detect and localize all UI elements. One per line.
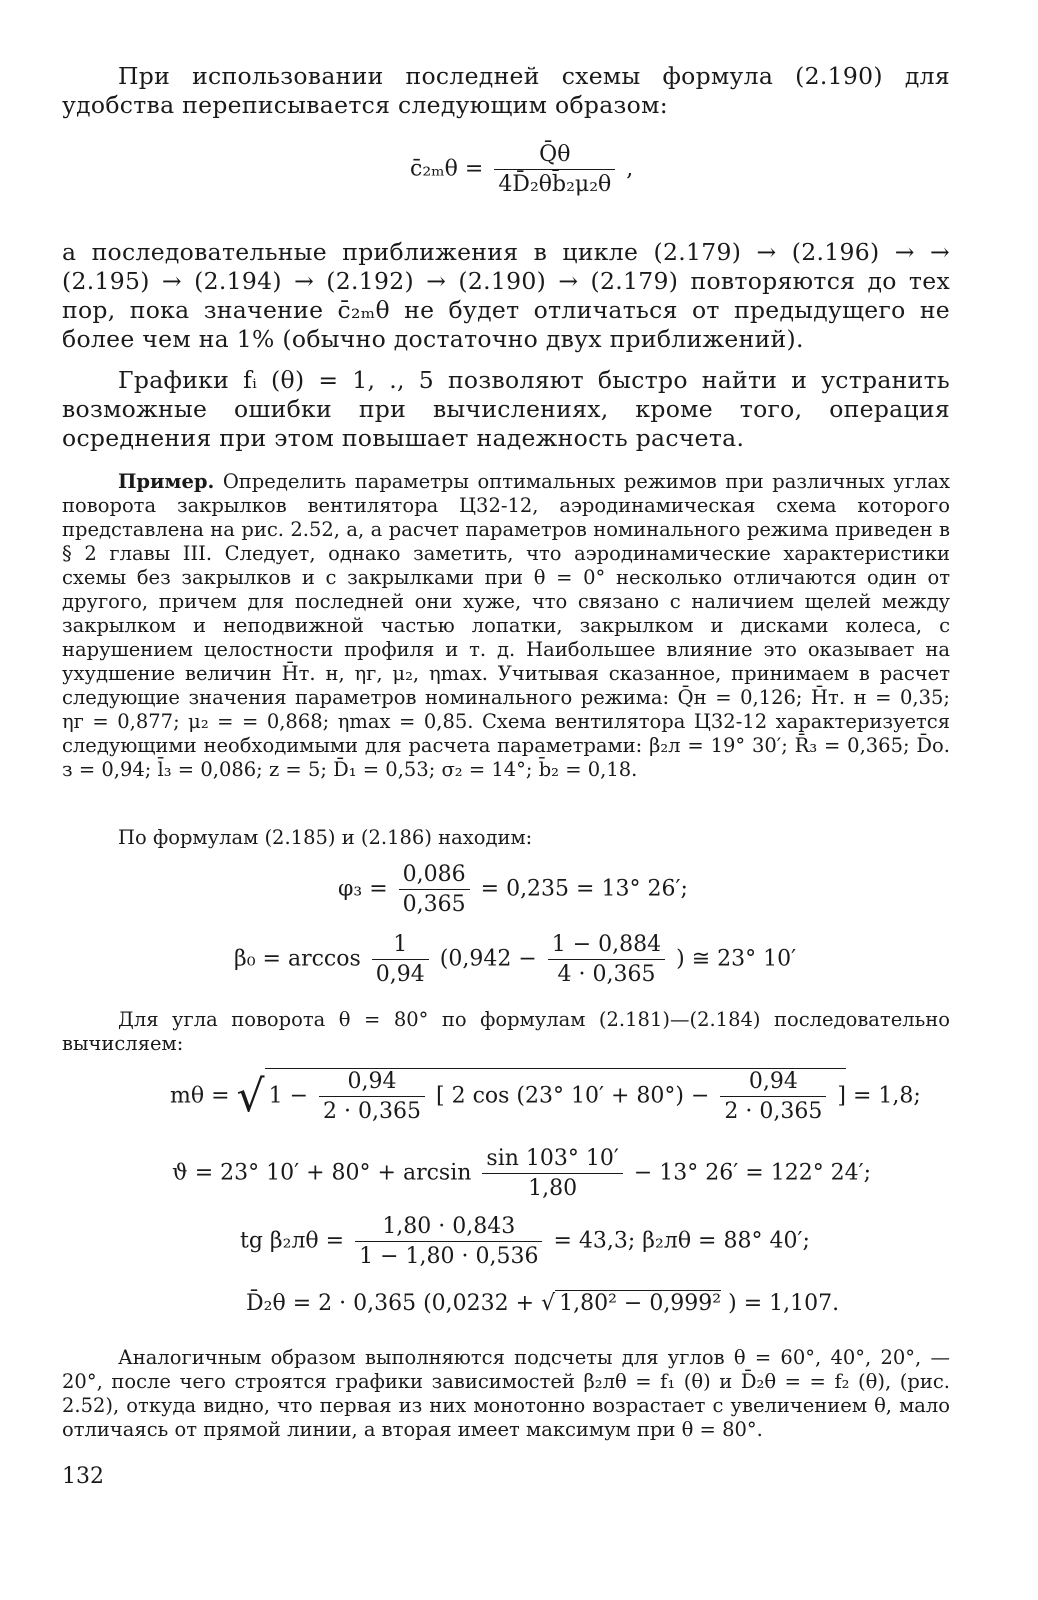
- formula-m-theta-numerator-1: 0,94: [319, 1069, 425, 1097]
- formula-c2m-denominator: 4D̄₂θb̄₂μ₂θ: [498, 172, 612, 197]
- formula-tg-beta-numerator: 1,80 · 0,843: [355, 1214, 542, 1242]
- paragraph-angle-80: Для угла поворота θ = 80° по формулам (2.181)—(2.184) последовательно вычисляем:: [62, 1008, 950, 1055]
- formula-m-theta-denominator-2: 2 · 0,365: [724, 1099, 823, 1124]
- formula-phi3-numerator: 0,086: [399, 862, 470, 890]
- formula-m-theta-radicand: [265, 1068, 846, 1124]
- formula-theta-lhs: ϑ = 23° 10′ + 80° + arcsin: [172, 1160, 472, 1186]
- formula-m-theta-lhs: mθ =: [170, 1083, 230, 1109]
- formula-d2-theta-lhs: D̄₂θ = 2 · 0,365 (0,0232 +: [246, 1291, 535, 1316]
- formula-beta0-lhs: β₀ = arccos: [234, 946, 361, 972]
- paragraph-conclusion: Аналогичным образом выполняются подсчеты для углов θ = 60°, 40°, 20°, —20°, после чего строятся графики зависимостей β₂лθ = f₁ (θ) и D̄₂θ = = f₂ (θ), (рис. 2.52), откуда видно, что первая из них монотонно возрастает с увеличением θ, мало отличаясь от прямой линии, а вторая имеет максимум при θ = 80°.: [62, 1346, 950, 1441]
- formula-m-theta-rhs: = 1,8;: [852, 1083, 921, 1109]
- formula-beta0-open: (0,942 −: [439, 946, 537, 972]
- formula-c2m-fraction: [494, 142, 615, 197]
- formula-theta-rhs: − 13° 26′ = 122° 24′;: [633, 1160, 872, 1186]
- formula-beta0-numerator-1: 1: [372, 932, 429, 960]
- formula-c2m-lhs: c̄₂ₘθ =: [410, 156, 484, 182]
- formula-tg-beta-rhs: = 43,3; β₂лθ = 88° 40′;: [553, 1228, 810, 1254]
- formula-tg-beta-lhs: tg β₂лθ =: [240, 1228, 345, 1254]
- formula-c2m: [410, 142, 633, 197]
- formula-tg-beta: [240, 1214, 810, 1269]
- formula-tg-beta-fraction: [355, 1214, 542, 1269]
- formula-phi3-denominator: 0,365: [402, 892, 466, 917]
- paragraph-intro: При использовании последней схемы формула (2.190) для удобства переписывается следующим образом:: [62, 62, 950, 119]
- paragraph-graphs: Графики fᵢ (θ) = 1, ., 5 позволяют быстро найти и устранить возможные ошибки при вычислениях, кроме того, операция осреднения при этом повышает надежность расчета.: [62, 366, 950, 452]
- page-number: 132: [62, 1464, 104, 1489]
- formula-phi3: [338, 862, 688, 917]
- formula-theta-numerator: sin 103° 10′: [482, 1146, 622, 1174]
- formula-m-theta-fraction-1: [319, 1069, 425, 1124]
- formula-d2-theta-radicand: 1,80² − 0,999²: [555, 1290, 721, 1316]
- paragraph-iterations: а последовательные приближения в цикле (2.179) → (2.196) → → (2.195) → (2.194) → (2.192) → (2.190) → (2.179) повторяются до тех пор, пока значение c̄₂ₘθ не будет отличаться от предыдущего не более чем на 1% (обычно достаточно двух приближений).: [62, 238, 950, 353]
- formula-beta0: [234, 932, 796, 987]
- formula-beta0-denominator-1: 0,94: [375, 962, 425, 987]
- formula-d2-theta-rhs: ) = 1,107.: [728, 1291, 840, 1316]
- formula-beta0-denominator-2: 4 · 0,365: [557, 962, 656, 987]
- formula-m-theta-a: 1 −: [268, 1083, 309, 1109]
- formula-c2m-tail: ,: [626, 156, 634, 182]
- formula-beta0-numerator-2: 1 − 0,884: [548, 932, 665, 960]
- example-text: Определить параметры оптимальных режимов при различных углах поворота закрылков вентилятора Ц32-12, аэродинамическая схема которого представлена на рис. 2.52, а, а расчет параметров номинального режима приведен в § 2 главы III. Следует, однако заметить, что аэродинамические характеристики схемы без закрылков и с закрылками при θ = 0° несколько отличаются один от другого, причем для последней они хуже, что связано с наличием щелей между закрылком и неподвижной частью лопатки, закрылком и дисками колеса, с нарушением целостности профиля и т. д. Наибольшее влияние это оказывает на ухудшение величин H̄т. н, ηг, μ₂, ηmax. Учитывая сказанное, принимаем в расчет следующие значения параметров номинального режима: Q̄н = 0,126; H̄т. н = 0,35; ηг = 0,877; μ₂ = = 0,868; ηmax = 0,85. Схема вентилятора Ц32-12 характеризуется следующими необходимыми для расчета параметрами: β₂л = 19° 30′; R̄₃ = 0,365; D̄о. з = 0,94; l̄₃ = 0,086; z = 5; D̄₁ = 0,53; σ₂ = 14°; b̄₂ = 0,18.: [62, 470, 950, 781]
- formula-c2m-numerator: Q̄θ: [494, 142, 615, 170]
- formula-theta-denominator: 1,80: [528, 1176, 578, 1201]
- formula-d2-theta: [246, 1290, 839, 1316]
- formula-beta0-close: ) ≅ 23° 10′: [676, 946, 797, 972]
- formula-phi3-fraction: [399, 862, 470, 917]
- radical-sign-icon: √: [236, 1071, 265, 1122]
- radical-sign-icon: √: [541, 1291, 556, 1316]
- formula-m-theta-denominator-1: 2 · 0,365: [323, 1099, 421, 1124]
- formula-m-theta-numerator-2: 0,94: [720, 1069, 826, 1097]
- formula-m-theta: [170, 1068, 921, 1124]
- formula-theta: [172, 1146, 871, 1201]
- example-label: Пример.: [118, 470, 215, 493]
- formula-tg-beta-denominator: 1 − 1,80 · 0,536: [359, 1244, 539, 1269]
- formula-m-theta-fraction-2: [720, 1069, 826, 1124]
- formula-beta0-fraction-2: [548, 932, 665, 987]
- formula-phi3-rhs: = 0,235 = 13° 26′;: [480, 876, 688, 902]
- formula-beta0-fraction-1: [372, 932, 429, 987]
- formula-phi3-lhs: φ₃ =: [338, 876, 388, 902]
- paragraph-formulas-ref: По формулам (2.185) и (2.186) находим:: [118, 826, 533, 849]
- paragraph-example: [62, 470, 950, 782]
- formula-m-theta-b: [ 2 cos (23° 10′ + 80°) −: [436, 1083, 710, 1109]
- formula-theta-fraction: [482, 1146, 622, 1201]
- formula-m-theta-c: ]: [837, 1083, 846, 1109]
